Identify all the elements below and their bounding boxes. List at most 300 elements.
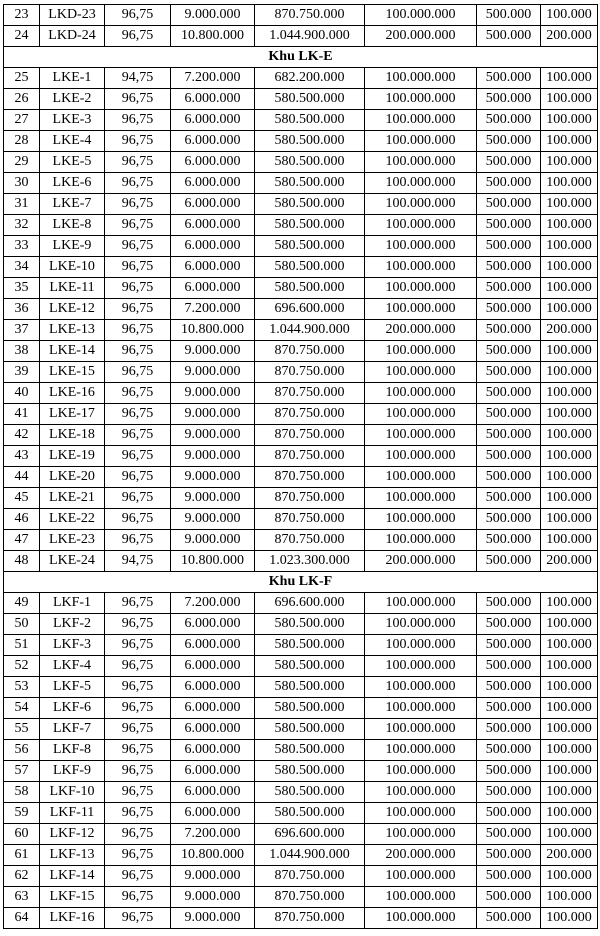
total-value-cell: 580.500.000: [255, 698, 365, 719]
unit-price-cell: 9.000.000: [171, 446, 255, 467]
fee-cell: 500.000: [477, 824, 541, 845]
unit-price-cell: 9.000.000: [171, 362, 255, 383]
fee-cell-2: 100.000: [541, 467, 598, 488]
lot-code: LKE-7: [40, 194, 105, 215]
row-number: 63: [4, 887, 40, 908]
deposit-cell: 200.000.000: [365, 845, 477, 866]
row-number: 40: [4, 383, 40, 404]
fee-cell: 500.000: [477, 425, 541, 446]
row-number: 60: [4, 824, 40, 845]
area-cell: 96,75: [105, 782, 171, 803]
unit-price-cell: 9.000.000: [171, 341, 255, 362]
fee-cell-2: 100.000: [541, 278, 598, 299]
table-row: [4, 341, 598, 362]
deposit-cell: 100.000.000: [365, 194, 477, 215]
area-cell: 96,75: [105, 215, 171, 236]
fee-cell-2: 100.000: [541, 593, 598, 614]
row-number: 26: [4, 89, 40, 110]
area-cell: 96,75: [105, 278, 171, 299]
area-cell: 96,75: [105, 467, 171, 488]
table-row: [4, 320, 598, 341]
total-value-cell: 870.750.000: [255, 383, 365, 404]
fee-cell-2: 100.000: [541, 614, 598, 635]
lot-code: LKE-13: [40, 320, 105, 341]
unit-price-cell: 6.000.000: [171, 236, 255, 257]
total-value-cell: 1.044.900.000: [255, 845, 365, 866]
total-value-cell: 580.500.000: [255, 131, 365, 152]
unit-price-cell: 6.000.000: [171, 278, 255, 299]
table-row: [4, 908, 598, 929]
area-cell: 96,75: [105, 173, 171, 194]
table-row: [4, 152, 598, 173]
fee-cell-2: 100.000: [541, 404, 598, 425]
unit-price-cell: 10.800.000: [171, 551, 255, 572]
unit-price-cell: 6.000.000: [171, 740, 255, 761]
lot-code: LKF-10: [40, 782, 105, 803]
lot-code: LKF-15: [40, 887, 105, 908]
lot-code: LKE-10: [40, 257, 105, 278]
unit-price-cell: 7.200.000: [171, 68, 255, 89]
total-value-cell: 696.600.000: [255, 299, 365, 320]
table-row: [4, 236, 598, 257]
row-number: 62: [4, 866, 40, 887]
area-cell: 96,75: [105, 5, 171, 26]
area-cell: 96,75: [105, 908, 171, 929]
deposit-cell: 100.000.000: [365, 383, 477, 404]
lot-code: LKF-7: [40, 719, 105, 740]
deposit-cell: 100.000.000: [365, 425, 477, 446]
table-row: [4, 635, 598, 656]
total-value-cell: 580.500.000: [255, 740, 365, 761]
table-row: [4, 173, 598, 194]
lot-code: LKF-1: [40, 593, 105, 614]
fee-cell-2: 200.000: [541, 551, 598, 572]
lot-code: LKE-18: [40, 425, 105, 446]
deposit-cell: 100.000.000: [365, 614, 477, 635]
unit-price-cell: 6.000.000: [171, 719, 255, 740]
unit-price-cell: 6.000.000: [171, 89, 255, 110]
fee-cell-2: 100.000: [541, 656, 598, 677]
total-value-cell: 580.500.000: [255, 110, 365, 131]
unit-price-cell: 6.000.000: [171, 614, 255, 635]
unit-price-cell: 6.000.000: [171, 677, 255, 698]
unit-price-cell: 6.000.000: [171, 803, 255, 824]
total-value-cell: 870.750.000: [255, 404, 365, 425]
row-number: 50: [4, 614, 40, 635]
fee-cell: 500.000: [477, 404, 541, 425]
table-body: [4, 5, 598, 929]
fee-cell-2: 100.000: [541, 677, 598, 698]
row-number: 57: [4, 761, 40, 782]
lot-code: LKF-16: [40, 908, 105, 929]
deposit-cell: 100.000.000: [365, 299, 477, 320]
table-row: [4, 740, 598, 761]
table-row: [4, 845, 598, 866]
total-value-cell: 870.750.000: [255, 509, 365, 530]
row-number: 64: [4, 908, 40, 929]
row-number: 37: [4, 320, 40, 341]
deposit-cell: 100.000.000: [365, 761, 477, 782]
fee-cell: 500.000: [477, 908, 541, 929]
fee-cell-2: 100.000: [541, 383, 598, 404]
fee-cell: 500.000: [477, 5, 541, 26]
lot-code: LKE-24: [40, 551, 105, 572]
total-value-cell: 580.500.000: [255, 152, 365, 173]
fee-cell: 500.000: [477, 782, 541, 803]
total-value-cell: 1.044.900.000: [255, 26, 365, 47]
total-value-cell: 870.750.000: [255, 467, 365, 488]
table-row: [4, 5, 598, 26]
total-value-cell: 696.600.000: [255, 593, 365, 614]
area-cell: 96,75: [105, 236, 171, 257]
lot-code: LKE-8: [40, 215, 105, 236]
table-row: [4, 68, 598, 89]
area-cell: 96,75: [105, 257, 171, 278]
unit-price-cell: 9.000.000: [171, 383, 255, 404]
fee-cell: 500.000: [477, 866, 541, 887]
deposit-cell: 100.000.000: [365, 131, 477, 152]
total-value-cell: 580.500.000: [255, 194, 365, 215]
row-number: 32: [4, 215, 40, 236]
section-header-row: [4, 47, 598, 68]
fee-cell: 500.000: [477, 593, 541, 614]
area-cell: 96,75: [105, 845, 171, 866]
fee-cell: 500.000: [477, 845, 541, 866]
deposit-cell: 100.000.000: [365, 635, 477, 656]
row-number: 36: [4, 299, 40, 320]
fee-cell: 500.000: [477, 89, 541, 110]
row-number: 25: [4, 68, 40, 89]
deposit-cell: 100.000.000: [365, 677, 477, 698]
total-value-cell: 870.750.000: [255, 887, 365, 908]
total-value-cell: 870.750.000: [255, 341, 365, 362]
deposit-cell: 100.000.000: [365, 236, 477, 257]
total-value-cell: 580.500.000: [255, 173, 365, 194]
row-number: 44: [4, 467, 40, 488]
row-number: 31: [4, 194, 40, 215]
lot-code: LKE-5: [40, 152, 105, 173]
lot-code: LKE-17: [40, 404, 105, 425]
table-row: [4, 404, 598, 425]
unit-price-cell: 9.000.000: [171, 404, 255, 425]
unit-price-cell: 9.000.000: [171, 509, 255, 530]
area-cell: 96,75: [105, 698, 171, 719]
fee-cell-2: 100.000: [541, 509, 598, 530]
table-row: [4, 698, 598, 719]
deposit-cell: 100.000.000: [365, 866, 477, 887]
fee-cell-2: 100.000: [541, 194, 598, 215]
area-cell: 96,75: [105, 614, 171, 635]
table-row: [4, 887, 598, 908]
fee-cell-2: 100.000: [541, 866, 598, 887]
deposit-cell: 100.000.000: [365, 656, 477, 677]
row-number: 51: [4, 635, 40, 656]
unit-price-cell: 9.000.000: [171, 908, 255, 929]
unit-price-cell: 9.000.000: [171, 467, 255, 488]
deposit-cell: 200.000.000: [365, 320, 477, 341]
fee-cell: 500.000: [477, 488, 541, 509]
deposit-cell: 100.000.000: [365, 278, 477, 299]
area-cell: 96,75: [105, 110, 171, 131]
unit-price-cell: 9.000.000: [171, 5, 255, 26]
area-cell: 96,75: [105, 824, 171, 845]
table-row: [4, 110, 598, 131]
fee-cell-2: 200.000: [541, 26, 598, 47]
table-row: [4, 782, 598, 803]
deposit-cell: 100.000.000: [365, 740, 477, 761]
lot-code: LKF-3: [40, 635, 105, 656]
unit-price-cell: 7.200.000: [171, 824, 255, 845]
table-row: [4, 89, 598, 110]
row-number: 56: [4, 740, 40, 761]
fee-cell-2: 100.000: [541, 131, 598, 152]
total-value-cell: 580.500.000: [255, 677, 365, 698]
total-value-cell: 580.500.000: [255, 782, 365, 803]
deposit-cell: 100.000.000: [365, 719, 477, 740]
lot-code: LKF-9: [40, 761, 105, 782]
fee-cell-2: 100.000: [541, 299, 598, 320]
row-number: 48: [4, 551, 40, 572]
fee-cell: 500.000: [477, 194, 541, 215]
area-cell: 96,75: [105, 635, 171, 656]
fee-cell: 500.000: [477, 719, 541, 740]
total-value-cell: 580.500.000: [255, 278, 365, 299]
total-value-cell: 580.500.000: [255, 761, 365, 782]
lot-code: LKF-11: [40, 803, 105, 824]
deposit-cell: 100.000.000: [365, 257, 477, 278]
total-value-cell: 870.750.000: [255, 908, 365, 929]
unit-price-cell: 6.000.000: [171, 782, 255, 803]
fee-cell-2: 200.000: [541, 320, 598, 341]
deposit-cell: 100.000.000: [365, 698, 477, 719]
fee-cell: 500.000: [477, 152, 541, 173]
table-row: [4, 131, 598, 152]
row-number: 24: [4, 26, 40, 47]
table-row: [4, 383, 598, 404]
fee-cell-2: 100.000: [541, 425, 598, 446]
section-title: Khu LK-E: [4, 47, 598, 68]
lot-code: LKD-23: [40, 5, 105, 26]
table-row: [4, 614, 598, 635]
fee-cell: 500.000: [477, 509, 541, 530]
fee-cell-2: 100.000: [541, 824, 598, 845]
table-row: [4, 278, 598, 299]
row-number: 30: [4, 173, 40, 194]
land-lot-price-table: [3, 4, 598, 929]
area-cell: 96,75: [105, 131, 171, 152]
lot-code: LKE-22: [40, 509, 105, 530]
fee-cell: 500.000: [477, 614, 541, 635]
unit-price-cell: 9.000.000: [171, 887, 255, 908]
lot-code: LKE-9: [40, 236, 105, 257]
area-cell: 96,75: [105, 656, 171, 677]
table-row: [4, 824, 598, 845]
lot-code: LKE-11: [40, 278, 105, 299]
row-number: 39: [4, 362, 40, 383]
row-number: 53: [4, 677, 40, 698]
fee-cell: 500.000: [477, 173, 541, 194]
unit-price-cell: 6.000.000: [171, 257, 255, 278]
fee-cell: 500.000: [477, 551, 541, 572]
area-cell: 96,75: [105, 383, 171, 404]
table-row: [4, 26, 598, 47]
fee-cell-2: 100.000: [541, 236, 598, 257]
table-row: [4, 257, 598, 278]
area-cell: 96,75: [105, 341, 171, 362]
fee-cell-2: 100.000: [541, 887, 598, 908]
fee-cell-2: 100.000: [541, 173, 598, 194]
fee-cell-2: 100.000: [541, 740, 598, 761]
table-row: [4, 446, 598, 467]
row-number: 41: [4, 404, 40, 425]
row-number: 55: [4, 719, 40, 740]
fee-cell: 500.000: [477, 887, 541, 908]
lot-code: LKF-13: [40, 845, 105, 866]
area-cell: 96,75: [105, 509, 171, 530]
deposit-cell: 100.000.000: [365, 467, 477, 488]
unit-price-cell: 6.000.000: [171, 761, 255, 782]
fee-cell-2: 100.000: [541, 698, 598, 719]
fee-cell-2: 100.000: [541, 68, 598, 89]
unit-price-cell: 7.200.000: [171, 593, 255, 614]
table-row: [4, 488, 598, 509]
lot-code: LKF-8: [40, 740, 105, 761]
lot-code: LKF-6: [40, 698, 105, 719]
area-cell: 96,75: [105, 719, 171, 740]
fee-cell: 500.000: [477, 635, 541, 656]
lot-code: LKF-5: [40, 677, 105, 698]
area-cell: 96,75: [105, 677, 171, 698]
total-value-cell: 1.044.900.000: [255, 320, 365, 341]
deposit-cell: 100.000.000: [365, 509, 477, 530]
deposit-cell: 200.000.000: [365, 551, 477, 572]
lot-code: LKF-14: [40, 866, 105, 887]
fee-cell: 500.000: [477, 467, 541, 488]
fee-cell: 500.000: [477, 383, 541, 404]
table-row: [4, 530, 598, 551]
total-value-cell: 580.500.000: [255, 719, 365, 740]
fee-cell: 500.000: [477, 299, 541, 320]
area-cell: 96,75: [105, 740, 171, 761]
fee-cell: 500.000: [477, 278, 541, 299]
total-value-cell: 580.500.000: [255, 656, 365, 677]
fee-cell: 500.000: [477, 761, 541, 782]
table-row: [4, 194, 598, 215]
lot-code: LKE-23: [40, 530, 105, 551]
unit-price-cell: 6.000.000: [171, 152, 255, 173]
unit-price-cell: 6.000.000: [171, 194, 255, 215]
total-value-cell: 870.750.000: [255, 488, 365, 509]
row-number: 43: [4, 446, 40, 467]
deposit-cell: 100.000.000: [365, 782, 477, 803]
unit-price-cell: 10.800.000: [171, 320, 255, 341]
fee-cell: 500.000: [477, 803, 541, 824]
fee-cell: 500.000: [477, 362, 541, 383]
table-row: [4, 299, 598, 320]
area-cell: 96,75: [105, 446, 171, 467]
row-number: 49: [4, 593, 40, 614]
area-cell: 96,75: [105, 299, 171, 320]
area-cell: 96,75: [105, 152, 171, 173]
deposit-cell: 100.000.000: [365, 152, 477, 173]
fee-cell-2: 100.000: [541, 488, 598, 509]
lot-code: LKE-21: [40, 488, 105, 509]
lot-code: LKF-12: [40, 824, 105, 845]
table-row: [4, 677, 598, 698]
unit-price-cell: 6.000.000: [171, 698, 255, 719]
table-row: [4, 866, 598, 887]
table-row: [4, 425, 598, 446]
table-row: [4, 509, 598, 530]
fee-cell-2: 100.000: [541, 215, 598, 236]
deposit-cell: 100.000.000: [365, 362, 477, 383]
area-cell: 94,75: [105, 68, 171, 89]
row-number: 23: [4, 5, 40, 26]
table-row: [4, 719, 598, 740]
total-value-cell: 696.600.000: [255, 824, 365, 845]
lot-code: LKE-16: [40, 383, 105, 404]
lot-code: LKE-2: [40, 89, 105, 110]
deposit-cell: 100.000.000: [365, 404, 477, 425]
deposit-cell: 100.000.000: [365, 908, 477, 929]
unit-price-cell: 9.000.000: [171, 530, 255, 551]
fee-cell-2: 100.000: [541, 446, 598, 467]
row-number: 29: [4, 152, 40, 173]
fee-cell: 500.000: [477, 26, 541, 47]
deposit-cell: 100.000.000: [365, 173, 477, 194]
total-value-cell: 580.500.000: [255, 257, 365, 278]
fee-cell: 500.000: [477, 740, 541, 761]
area-cell: 96,75: [105, 593, 171, 614]
unit-price-cell: 9.000.000: [171, 866, 255, 887]
deposit-cell: 200.000.000: [365, 26, 477, 47]
table-row: [4, 761, 598, 782]
row-number: 34: [4, 257, 40, 278]
total-value-cell: 682.200.000: [255, 68, 365, 89]
deposit-cell: 100.000.000: [365, 110, 477, 131]
unit-price-cell: 7.200.000: [171, 299, 255, 320]
deposit-cell: 100.000.000: [365, 446, 477, 467]
deposit-cell: 100.000.000: [365, 824, 477, 845]
lot-code: LKE-6: [40, 173, 105, 194]
fee-cell: 500.000: [477, 656, 541, 677]
lot-code: LKE-19: [40, 446, 105, 467]
fee-cell-2: 100.000: [541, 761, 598, 782]
area-cell: 96,75: [105, 761, 171, 782]
total-value-cell: 580.500.000: [255, 614, 365, 635]
fee-cell: 500.000: [477, 236, 541, 257]
deposit-cell: 100.000.000: [365, 341, 477, 362]
row-number: 45: [4, 488, 40, 509]
table-row: [4, 215, 598, 236]
area-cell: 96,75: [105, 866, 171, 887]
total-value-cell: 870.750.000: [255, 425, 365, 446]
area-cell: 96,75: [105, 887, 171, 908]
unit-price-cell: 6.000.000: [171, 110, 255, 131]
fee-cell-2: 100.000: [541, 257, 598, 278]
deposit-cell: 100.000.000: [365, 593, 477, 614]
fee-cell-2: 100.000: [541, 908, 598, 929]
row-number: 52: [4, 656, 40, 677]
fee-cell: 500.000: [477, 110, 541, 131]
row-number: 35: [4, 278, 40, 299]
deposit-cell: 100.000.000: [365, 488, 477, 509]
lot-code: LKE-20: [40, 467, 105, 488]
fee-cell-2: 100.000: [541, 152, 598, 173]
fee-cell: 500.000: [477, 446, 541, 467]
total-value-cell: 870.750.000: [255, 866, 365, 887]
area-cell: 96,75: [105, 425, 171, 446]
